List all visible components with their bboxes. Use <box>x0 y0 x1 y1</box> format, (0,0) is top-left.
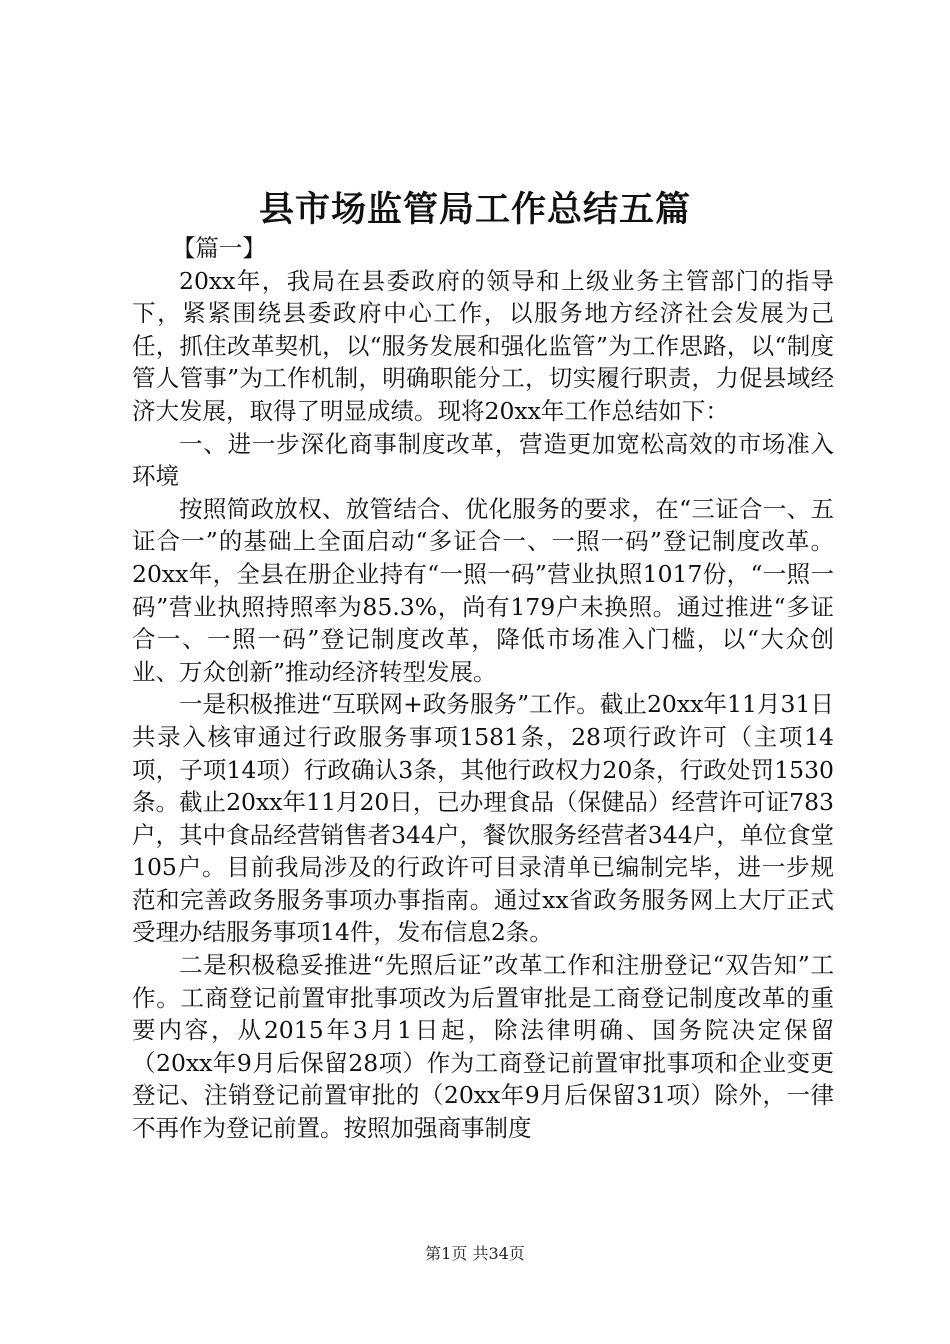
section-label: 【篇一】 <box>171 234 266 262</box>
document-body <box>132 232 834 1145</box>
paragraph-heading-1: 一、进一步深化商事制度改革，营造更加宽松高效的市场准入环境 <box>132 429 834 491</box>
document-title: 县市场监管局工作总结五篇 <box>258 189 691 230</box>
paragraph-intro: 20xx年，我局在县委政府的领导和上级业务主管部门的指导下，紧紧围绕县委政府中心工作，以服务地方经济社会发展为己任，抓住改革契机，以“服务发展和强化监管”为工作思路，以“制度管人管事”为工作机制，明确职能分工，切实履行职责，力促县域经济大发展，取得了明显成绩。现将20xx年工作总结如下： <box>132 266 834 425</box>
paragraph-point-1: 一是积极推进“互联网+政务服务”工作。截止20xx年11月31日共录入核审通过行政服务事项1581条，28项行政许可（主项14项，子项14项）行政确认3条，其他行政权力20条，行政处罚1530条。截止20xx年11月20日，已办理食品（保健品）经营许可证783户，其中食品经营销售者344户，餐饮服务经营者344户，单位食堂105户。目前我局涉及的行政许可目录清单已编制完毕，进一步规范和完善政务服务事项办事指南。通过xx省政务服务网上大厅正式受理办结服务事项14件，发布信息2条。 <box>132 690 834 947</box>
paragraph-point-2: 二是积极稳妥推进“先照后证”改革工作和注册登记“双告知”工作。工商登记前置审批事项改为后置审批是工商登记制度改革的重要内容，从2015年3月1日起，除法律明确、国务院决定保留（20xx年9月后保留28项）作为工商登记前置审批事项和企业变更登记、注销登记前置审批的（20xx年9月后保留31项）除外，一律不再作为登记前置。按照加强商事制度 <box>132 951 834 1143</box>
page-number: 第1页 共34页 <box>425 1244 525 1263</box>
paragraph-reform: 按照简政放权、放管结合、优化服务的要求，在“三证合一、五证合一”的基础上全面启动“多证合一、一照一码”登记制度改革。20xx年，全县在册企业持有“一照一码”营业执照1017份，“一照一码”营业执照持照率为85.3%，尚有179户未换照。通过推进“多证合一、一照一码”登记制度改革，降低市场准入门槛，以“大众创业、万众创新”推动经济转型发展。 <box>132 494 834 686</box>
